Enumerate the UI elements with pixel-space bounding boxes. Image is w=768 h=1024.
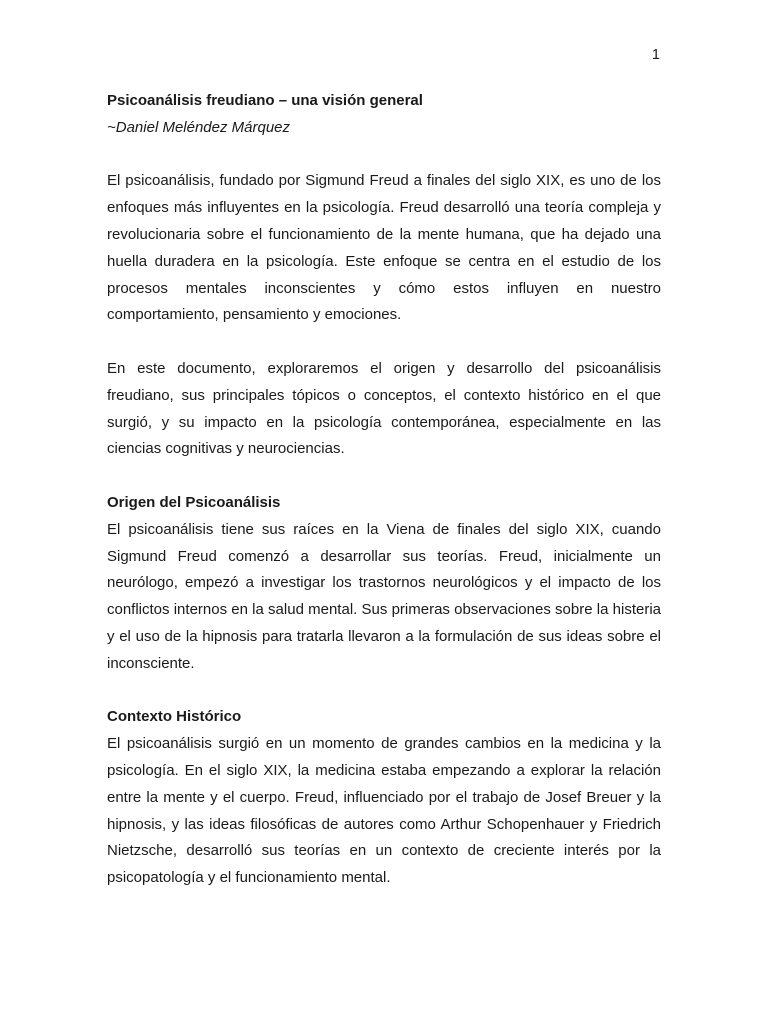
spacer [107, 329, 661, 356]
intro-paragraph: En este documento, exploraremos el origen y desarrollo del psicoanálisis freudiano, sus principales tópicos o conceptos, el contexto histórico en el que surgió, y su impacto en la psicología contemporánea, especialmente en las ciencias cognitivas y neurociencias. [107, 359, 661, 458]
page-number: 1 [651, 47, 660, 63]
section-body-origen: El psicoanálisis tiene sus raíces en la Viena de finales del siglo XIX, cuando Sigmund Freud comenzó a desarrollar sus teorías. Freud, inicialmente un neurólogo, empezó a investigar los trastornos neurológicos y el impacto de los conflictos internos en la salud mental. Sus primeras observaciones sobre la histeria y el uso de la hipnosis para tratarla llevaron a la formulación de sus ideas sobre el inconsciente. [107, 520, 661, 672]
spacer [107, 142, 661, 169]
document-title: Psicoanálisis freudiano – una visión general [107, 92, 423, 109]
section-heading-contexto: Contexto Histórico [107, 708, 242, 726]
section-heading-origen: Origen del Psicoanálisis [107, 493, 281, 511]
intro-paragraph: El psicoanálisis, fundado por Sigmund Freud a finales del siglo XIX, es uno de los enfoques más influyentes en la psicología. Freud desarrolló una teoría compleja y revolucionaria sobre el funcionamiento de la mente humana, que ha dejado una huella duradera en la psicología. Este enfoque se centra en el estudio de los procesos mentales inconscientes y cómo estos influyen en nuestro comportamiento, pensamiento y emociones. [107, 172, 661, 324]
document-body [107, 88, 661, 892]
document-author: ~Daniel Meléndez Márquez [107, 118, 291, 136]
spacer [107, 463, 661, 490]
section-body-contexto: El psicoanálisis surgió en un momento de grandes cambios en la medicina y la psicología. En el siglo XIX, la medicina estaba empezando a explorar la relación entre la mente y el cuerpo. Freud, influenciado por el trabajo de Josef Breuer y la hipnosis, y las ideas filosóficas de autores como Arthur Schopenhauer y Friedrich Nietzsche, desarrolló sus teorías en un contexto de creciente interés por la psicopatología y el funcionamiento mental. [107, 735, 661, 887]
spacer [107, 678, 661, 705]
